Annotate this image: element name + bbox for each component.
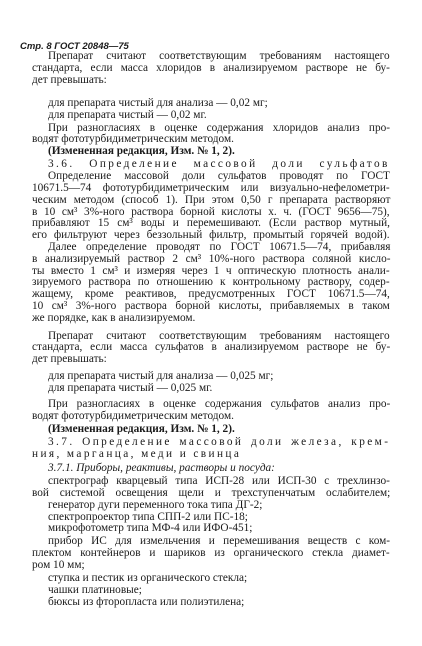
text-line: бюксы из фторопласта или полиэтилена; bbox=[48, 596, 245, 608]
text-line: ром 10 мм; bbox=[32, 559, 85, 571]
text-line: Определение массовой доли сульфатов проводят по ГОСТ bbox=[48, 170, 390, 182]
text-line: спектрограф кварцевый типа ИСП-28 или ИСП-30 с трехлинзо- bbox=[48, 475, 390, 487]
text-line: плектом контейнеров и шариков из органического стекла диамет- bbox=[32, 547, 390, 559]
text-line: микрофотометр типа МФ-4 или ИФО-451; bbox=[48, 522, 253, 534]
text-line: стандарта, если масса хлоридов в анализируемом растворе не бу- bbox=[32, 62, 390, 74]
text-line: генератор дуги переменного тока типа ДГ-2; bbox=[48, 499, 263, 511]
text-line: в анализируемый раствор 2 см³ 10%-ного раствора соляной кисло- bbox=[32, 253, 391, 265]
text-line: жащему, кроме реактивов, предусмотренных ГОСТ 10671.5—74, bbox=[32, 288, 390, 300]
text-line: спектропроектор типа СПП-2 или ПС-18; bbox=[48, 511, 248, 523]
text-line: 10671.5—74 фототурбидиметрическим или визуально-нефелометри- bbox=[32, 182, 390, 194]
text-line: Далее определение проводят по ГОСТ 10671.5—74, прибавляя bbox=[48, 241, 391, 253]
text-line: При разногласиях в оценке содержания сульфатов анализ про- bbox=[48, 398, 391, 410]
text-line: зируемого раствора по отношению к контрольному раствору, содер- bbox=[32, 276, 390, 288]
text-line: прибор ИС для измельчения и перемешивания веществ с ком- bbox=[48, 535, 391, 547]
text-line: чашки платиновые; bbox=[48, 584, 142, 596]
section-heading: 3.6. Определение массовой доли сульфатов bbox=[48, 158, 390, 170]
text-line: для препарата чистый — 0,02 мг. bbox=[48, 109, 207, 121]
text-line: При разногласиях в оценке содержания хлоридов анализ про- bbox=[48, 122, 391, 134]
text-line: Препарат считают соответствующим требованиям настоящего bbox=[48, 330, 390, 342]
text-line: для препарата чистый для анализа — 0,02 мг; bbox=[48, 97, 268, 109]
text-line: вой системой освещения щели и трехступенчатым ослабителем; bbox=[32, 487, 391, 499]
amendment-note: (Измененная редакция, Изм. № 1, 2). bbox=[48, 423, 235, 435]
text-line: водят фототурбидиметрическим методом. bbox=[32, 133, 234, 145]
text-line: ческим методом (способ 1). При этом 0,50 г препарата растворяют bbox=[32, 194, 391, 206]
text-line: в 10 см³ 3%-ного раствора борной кислоты х. ч. (ГОСТ 9656—75), bbox=[32, 206, 390, 218]
text-line: водят фототурбидиметрическим методом. bbox=[32, 410, 234, 422]
amendment-note: (Измененная редакция, Изм. № 1, 2). bbox=[48, 145, 235, 157]
text-line: дет превышать: bbox=[32, 74, 107, 86]
text-line: для препарата чистый — 0,025 мг. bbox=[48, 382, 213, 394]
text-line: стандарта, если масса сульфатов в анализируемом растворе не бу- bbox=[32, 341, 391, 353]
text-line: ты вместо 1 см³ и измеряя через 1 ч оптическую плотность анали- bbox=[32, 265, 390, 277]
subsection-heading: 3.7.1. Приборы, реактивы, растворы и посуда: bbox=[48, 462, 275, 474]
text-line: же порядке, как в анализируемом. bbox=[32, 312, 196, 324]
text-line: прибавляют 15 см³ воды и перемешивают. (Если раствор мутный, bbox=[32, 217, 390, 229]
text-line: ступка и пестик из органического стекла; bbox=[48, 572, 248, 584]
section-heading: ния, марганца, меди и свинца bbox=[32, 448, 242, 460]
text-line: дет превышать: bbox=[32, 353, 107, 365]
text-line: для препарата чистый для анализа — 0,025 мг; bbox=[48, 370, 274, 382]
section-heading: 3.7. Определение массовой доли железа, крем- bbox=[48, 436, 391, 448]
text-line: 10 см³ 3%-ного раствора борной кислоты, прибавляемых в таком bbox=[32, 300, 390, 312]
text-line: его фильтруют через беззольный фильтр, промытый горячей водой). bbox=[32, 229, 390, 241]
text-line: Препарат считают соответствующим требованиям настоящего bbox=[48, 50, 390, 62]
page-header: Стр. 8 ГОСТ 20848—75 bbox=[20, 41, 129, 52]
